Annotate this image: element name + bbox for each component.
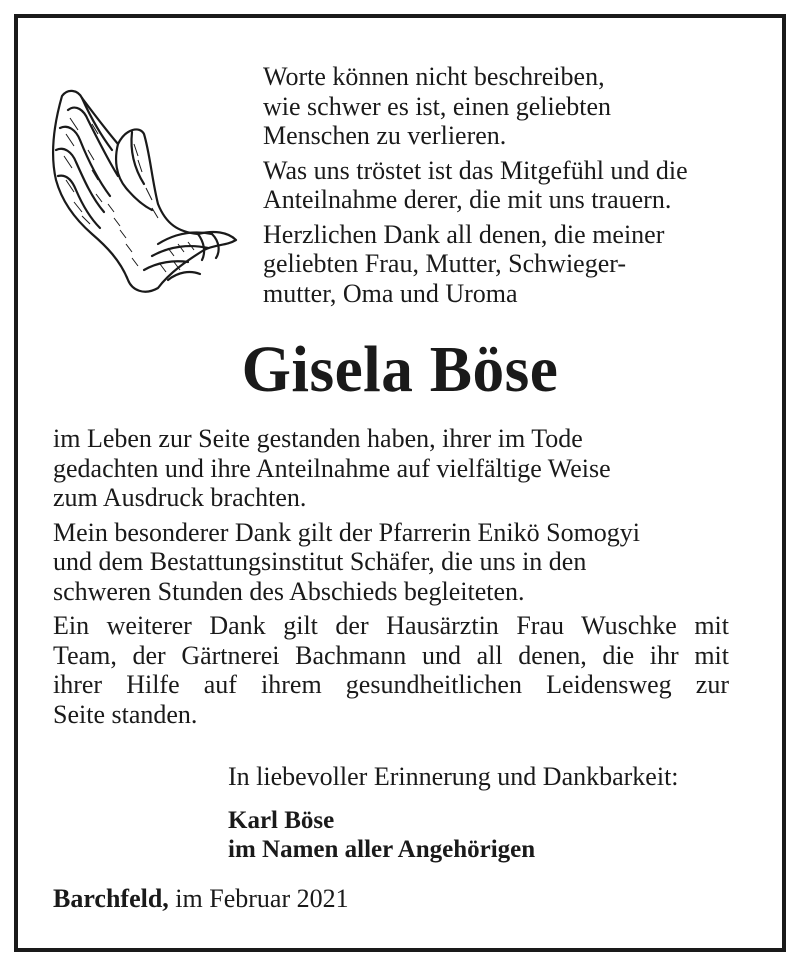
intro-line: Was uns tröstet ist das Mitgefühl und die [263,155,688,185]
intro-line: mutter, Oma und Uroma [263,278,518,308]
intro-line: wie schwer es ist, einen geliebten [263,91,611,121]
intro-paragraph-1 [263,62,763,151]
body-line: Ein weiterer Dank gilt der Hausärztin Frau Wuschke mit [53,611,729,640]
body-line: Mein besonderer Dank gilt der Pfarrerin Enikö Somogyi [53,517,641,547]
signer-name: Karl Böse [228,806,335,834]
body-line: gedachten und ihre Anteilnahme auf vielfältige Weise [53,453,611,483]
body-line: ihrer Hilfe auf ihrem gesundheitlichen Leidensweg zur [53,670,729,699]
body-line: und dem Bestattungsinstitut Schäfer, die uns in den [53,547,587,576]
place: Barchfeld, [53,884,169,913]
intro-line: Menschen zu verlieren. [263,121,507,150]
signer-note: im Namen aller Angehörigen [228,835,536,863]
body-line: schweren Stunden des Abschieds begleiteten. [53,576,525,606]
signature [228,806,768,864]
place-date [53,884,349,914]
body-line: im Leben zur Seite gestanden haben, ihrer im Tode [53,424,583,453]
intro-line: Herzlichen Dank all denen, die meiner [263,219,665,249]
thanks-text [53,424,729,729]
closing-block [228,762,768,864]
body-line: Team, der Gärtnerei Bachmann und all denen, die ihr mit [53,640,729,670]
deceased-name: Gisela Böse [241,333,559,406]
body-line: Seite standen. [53,699,198,729]
intro-line: Worte können nicht beschreiben, [263,62,605,91]
intro-paragraph-3 [263,220,763,309]
body-paragraph-1 [53,424,729,513]
praying-hands-icon [48,84,248,296]
body-paragraph-2 [53,518,729,607]
body-line: zum Ausdruck brachten. [53,483,307,512]
intro-text [263,62,763,308]
intro-paragraph-2 [263,156,763,215]
remembrance-line: In liebevoller Erinnerung und Dankbarkeit: [228,762,679,791]
body-paragraph-3 [53,611,729,729]
intro-line: geliebten Frau, Mutter, Schwieger- [263,249,627,278]
intro-line: Anteilnahme derer, die mit uns trauern. [263,185,672,214]
date: im Februar 2021 [175,884,349,913]
